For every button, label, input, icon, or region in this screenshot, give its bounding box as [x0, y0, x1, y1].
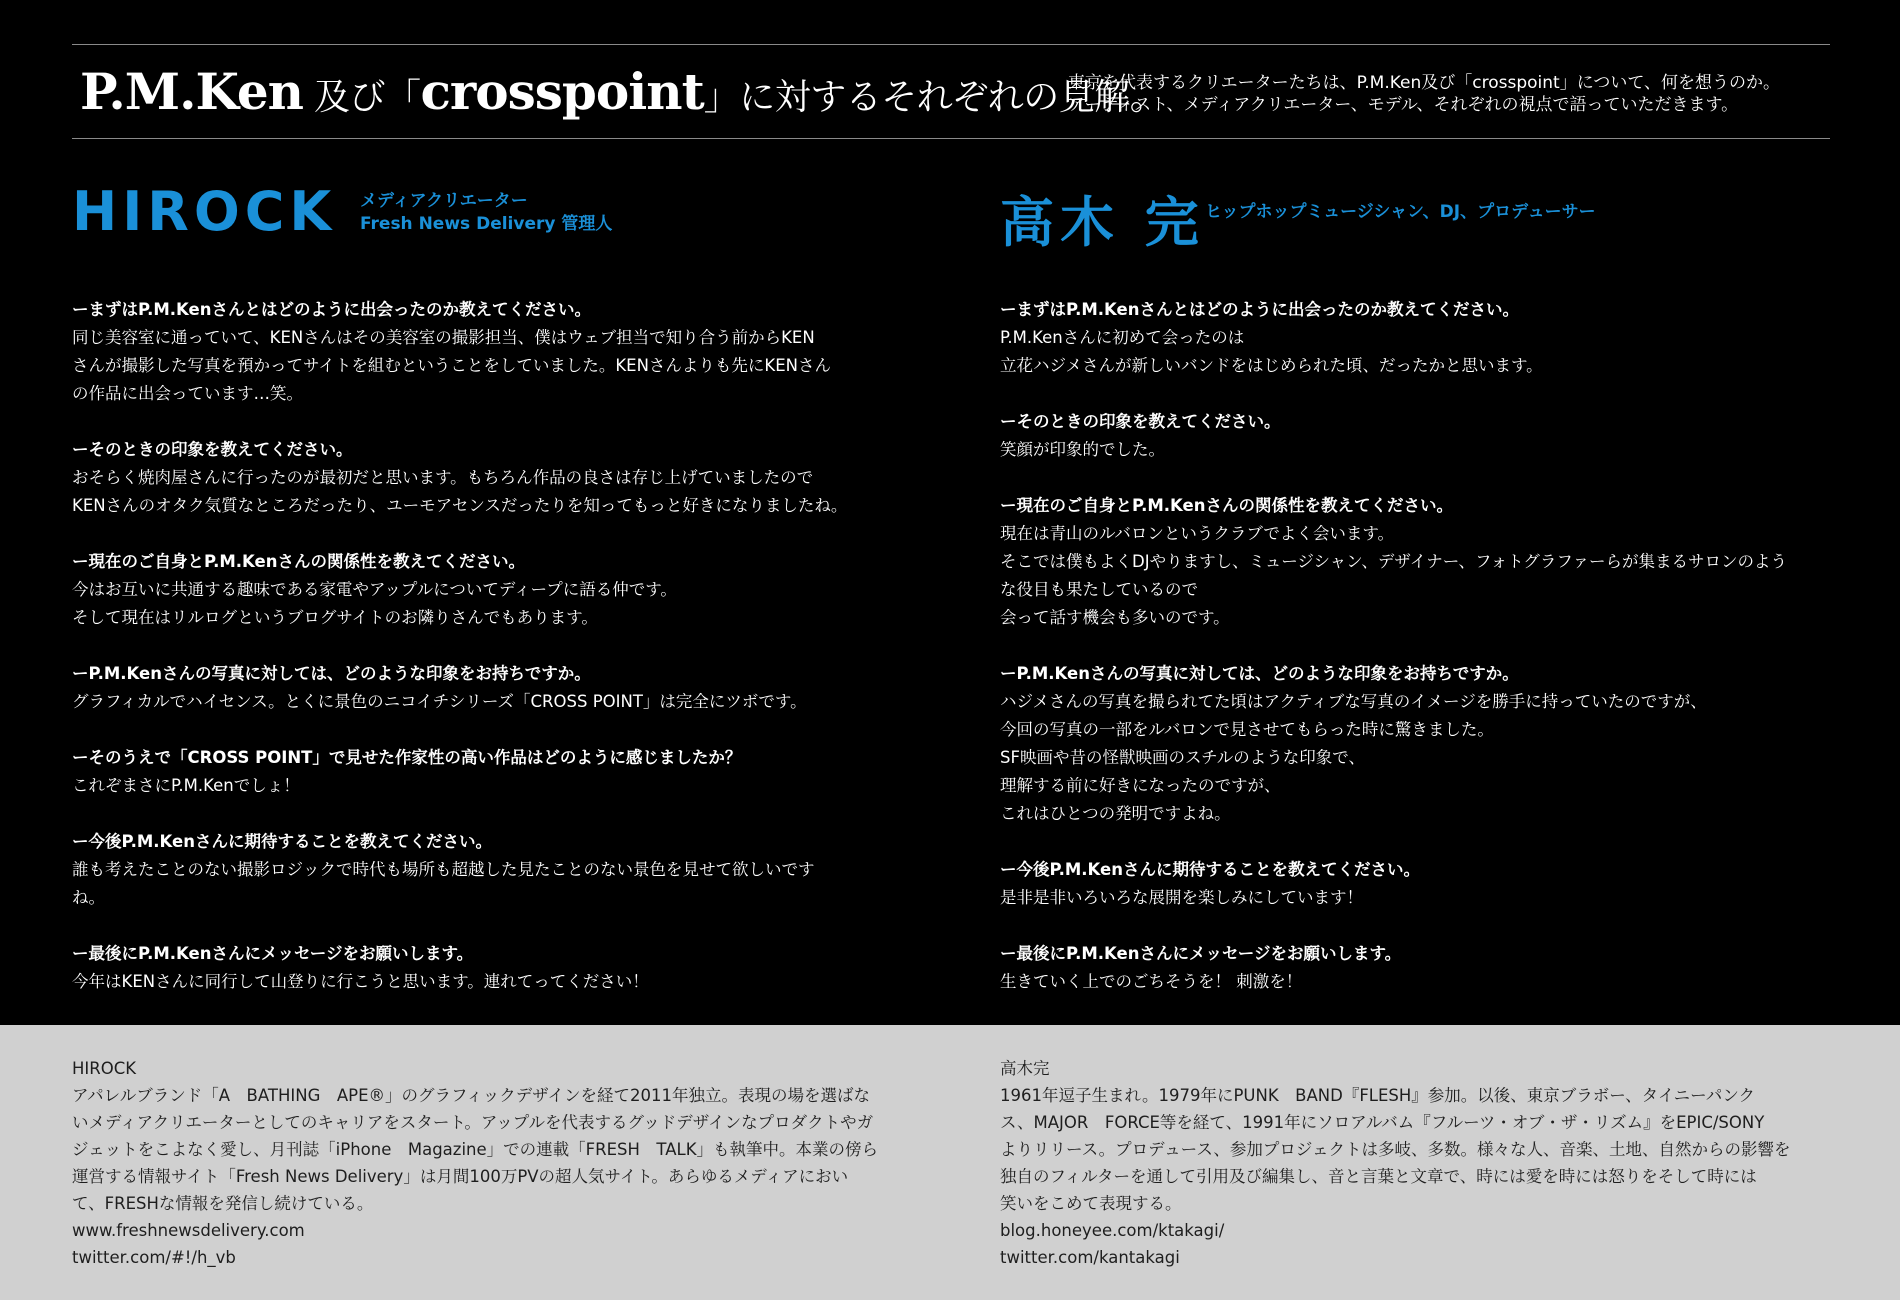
- answer-line: 理解する前に好きになったのですが、: [1000, 776, 1281, 795]
- qa-item: [1000, 296, 1787, 380]
- answer-line: 会って話す機会も多いのです。: [1000, 608, 1230, 627]
- header-top-rule: [72, 44, 1830, 45]
- bio-line: 1961年逗子生まれ。1979年にPUNK BAND『FLESH』参加。以後、東京ブラボー、タイニーパンク: [1000, 1086, 1756, 1105]
- subtitle-line: 東京を代表するクリエーターたちは、P.M.Ken及び「crosspoint」について、何を想うのか。: [1068, 73, 1781, 93]
- answer-line: さんが撮影した写真を預かってサイトを組むということをしていました。KENさんよりも先にKENさん: [72, 356, 832, 375]
- person-name-right: 高木 完: [1000, 191, 1205, 254]
- question: ーまずはP.M.Kenさんとはどのように出会ったのか教えてください。: [1000, 300, 1519, 319]
- answer-line: 同じ美容室に通っていて、KENさんはその美容室の撮影担当、僕はウェブ担当で知り合う前からKEN: [72, 328, 815, 347]
- qa-item: [72, 828, 847, 912]
- question: ーそのうえで「CROSS POINT」で見せた作家性の高い作品はどのように感じましたか？: [72, 748, 742, 767]
- role-line: Fresh News Delivery 管理人: [360, 214, 613, 234]
- answer-line: ね。: [72, 888, 105, 907]
- bio-line: いメディアクリエーターとしてのキャリアをスタート。アップルを代表するグッドデザインなプロダクトやガ: [72, 1113, 874, 1132]
- answer-line: 生きていく上でのごちそうを！ 刺激を！: [1000, 972, 1303, 991]
- qa-item: [1000, 660, 1787, 828]
- question: ーP.M.Kenさんの写真に対しては、どのような印象をお持ちですか。: [72, 664, 591, 683]
- title-pmken: P.M.Ken: [80, 62, 304, 121]
- role-line: メディアクリエーター: [360, 191, 528, 211]
- bio-name: 高木完: [1000, 1059, 1050, 1078]
- bio-line: twitter.com/#!/h_vb: [72, 1248, 236, 1267]
- answer-line: 今はお互いに共通する趣味である家電やアップルについてディープに語る仲です。: [72, 580, 677, 599]
- bio-name: HIROCK: [72, 1059, 137, 1078]
- qa-item: [72, 660, 847, 716]
- qa-item: [72, 744, 847, 800]
- qa-item: [1000, 856, 1787, 912]
- role-line: ヒップホップミュージシャン、DJ、プロデューサー: [1205, 202, 1596, 222]
- bio-line: アパレルブランド「A BATHING APE®」のグラフィックデザインを経て2011年独立。表現の場を選ばな: [72, 1086, 871, 1105]
- qa-item: [72, 296, 847, 408]
- bio-line: 独自のフィルターを通して引用及び編集し、音と言葉と文章で、時には愛を時には怒りをそして時には: [1000, 1167, 1757, 1186]
- bio-line: ス、MAJOR FORCE等を経て、1991年にソロアルバム『フルーツ・オブ・ザ・リズム』をEPIC/SONY: [1000, 1113, 1765, 1132]
- header-bottom-rule: [72, 138, 1830, 139]
- answer-line: 立花ハジメさんが新しいバンドをはじめられた頃、だったかと思います。: [1000, 356, 1543, 375]
- answer-line: 今回の写真の一部をルバロンで見させてもらった時に驚きました。: [1000, 720, 1494, 739]
- bio-footer: [0, 1025, 1900, 1300]
- bio-line: twitter.com/kantakagi: [1000, 1248, 1180, 1267]
- qa-list-left: [72, 296, 847, 1024]
- question: ー今後P.M.Kenさんに期待することを教えてください。: [1000, 860, 1420, 879]
- qa-list-right: [1000, 296, 1787, 1024]
- answer-line: 現在は青山のルバロンというクラブでよく会います。: [1000, 524, 1395, 543]
- bio-line: 笑いをこめて表現する。: [1000, 1194, 1182, 1213]
- subtitle-line: アーティスト、メディアクリエーター、モデル、それぞれの視点で語っていただきます。: [1068, 95, 1739, 115]
- question: ーP.M.Kenさんの写真に対しては、どのような印象をお持ちですか。: [1000, 664, 1519, 683]
- question: ー現在のご自身とP.M.Kenさんの関係性を教えてください。: [72, 552, 525, 571]
- qa-item: [72, 940, 847, 996]
- header-subtitle: [1068, 72, 1780, 116]
- answer-line: の作品に出会っています…笑。: [72, 384, 303, 403]
- title-crosspoint: crosspoint: [420, 62, 704, 121]
- answer-line: 誰も考えたことのない撮影ロジックで時代も場所も超越した見たことのない景色を見せて欲しいです: [72, 860, 815, 879]
- bio-left: [72, 1055, 912, 1271]
- bio-line: 運営する情報サイト「Fresh News Delivery」は月間100万PVの超人気サイト。あらゆるメディアにおい: [72, 1167, 849, 1186]
- answer-line: P.M.Kenさんに初めて会ったのは: [1000, 328, 1245, 347]
- answer-line: 是非是非いろいろな展開を楽しみにしています！: [1000, 888, 1363, 907]
- answer-line: SF映画や昔の怪獣映画のスチルのような印象で、: [1000, 748, 1365, 767]
- answer-line: KENさんのオタク気質なところだったり、ユーモアセンスだったりを知ってもっと好きになりましたね。: [72, 496, 848, 515]
- bio-right: [1000, 1055, 1850, 1271]
- bio-line: www.freshnewsdelivery.com: [72, 1221, 305, 1240]
- question: ー今後P.M.Kenさんに期待することを教えてください。: [72, 832, 492, 851]
- question: ーそのときの印象を教えてください。: [1000, 412, 1281, 431]
- answer-line: これぞまさにP.M.Kenでしょ！: [72, 776, 300, 795]
- page-title: [80, 62, 1165, 121]
- answer-line: おそらく焼肉屋さんに行ったのが最初だと思います。もちろん作品の良さは存じ上げていましたので: [72, 468, 814, 487]
- bio-line: て、FRESHな情報を発信し続けている。: [72, 1194, 374, 1213]
- answer-line: グラフィカルでハイセンス。とくに景色のニコイチシリーズ「CROSS POINT」は完全にツボです。: [72, 692, 807, 711]
- answer-line: そして現在はリルログというブログサイトのお隣りさんでもあります。: [72, 608, 598, 627]
- qa-item: [72, 548, 847, 632]
- question: ー最後にP.M.Kenさんにメッセージをお願いします。: [72, 944, 474, 963]
- answer-line: 笑顔が印象的でした。: [1000, 440, 1165, 459]
- answer-line: な役目も果たしているので: [1000, 580, 1198, 599]
- bio-line: blog.honeyee.com/ktakagi/: [1000, 1221, 1225, 1240]
- person-name-left: HIROCK: [72, 180, 337, 243]
- answer-line: これはひとつの発明ですよね。: [1000, 804, 1231, 823]
- qa-item: [1000, 940, 1787, 996]
- person-role-right: [1205, 201, 1596, 224]
- answer-line: 今年はKENさんに同行して山登りに行こうと思います。連れてってください！: [72, 972, 649, 991]
- title-oyobi: 及び「: [313, 77, 421, 118]
- question: ー最後にP.M.Kenさんにメッセージをお願いします。: [1000, 944, 1402, 963]
- title-rest: 」に対するそれぞれの見解。: [703, 77, 1166, 118]
- question: ー現在のご自身とP.M.Kenさんの関係性を教えてください。: [1000, 496, 1453, 515]
- answer-line: そこでは僕もよくDJやりますし、ミュージシャン、デザイナー、フォトグラファーらが集まるサロンのよう: [1000, 552, 1788, 571]
- answer-line: ハジメさんの写真を撮られてた頃はアクティブな写真のイメージを勝手に持っていたのですが、: [1000, 692, 1707, 711]
- bio-line: よりリリース。プロデュース、参加プロジェクトは多岐、多数。様々な人、音楽、土地、自然からの影響を: [1000, 1140, 1791, 1159]
- bio-line: ジェットをこよなく愛し、月刊誌「iPhone Magazine」での連載「FRESH TALK」も執筆中。本業の傍ら: [72, 1140, 879, 1159]
- question: ーそのときの印象を教えてください。: [72, 440, 353, 459]
- person-role-left: [360, 190, 612, 236]
- question: ーまずはP.M.Kenさんとはどのように出会ったのか教えてください。: [72, 300, 591, 319]
- qa-item: [1000, 408, 1787, 464]
- qa-item: [72, 436, 847, 520]
- qa-item: [1000, 492, 1787, 632]
